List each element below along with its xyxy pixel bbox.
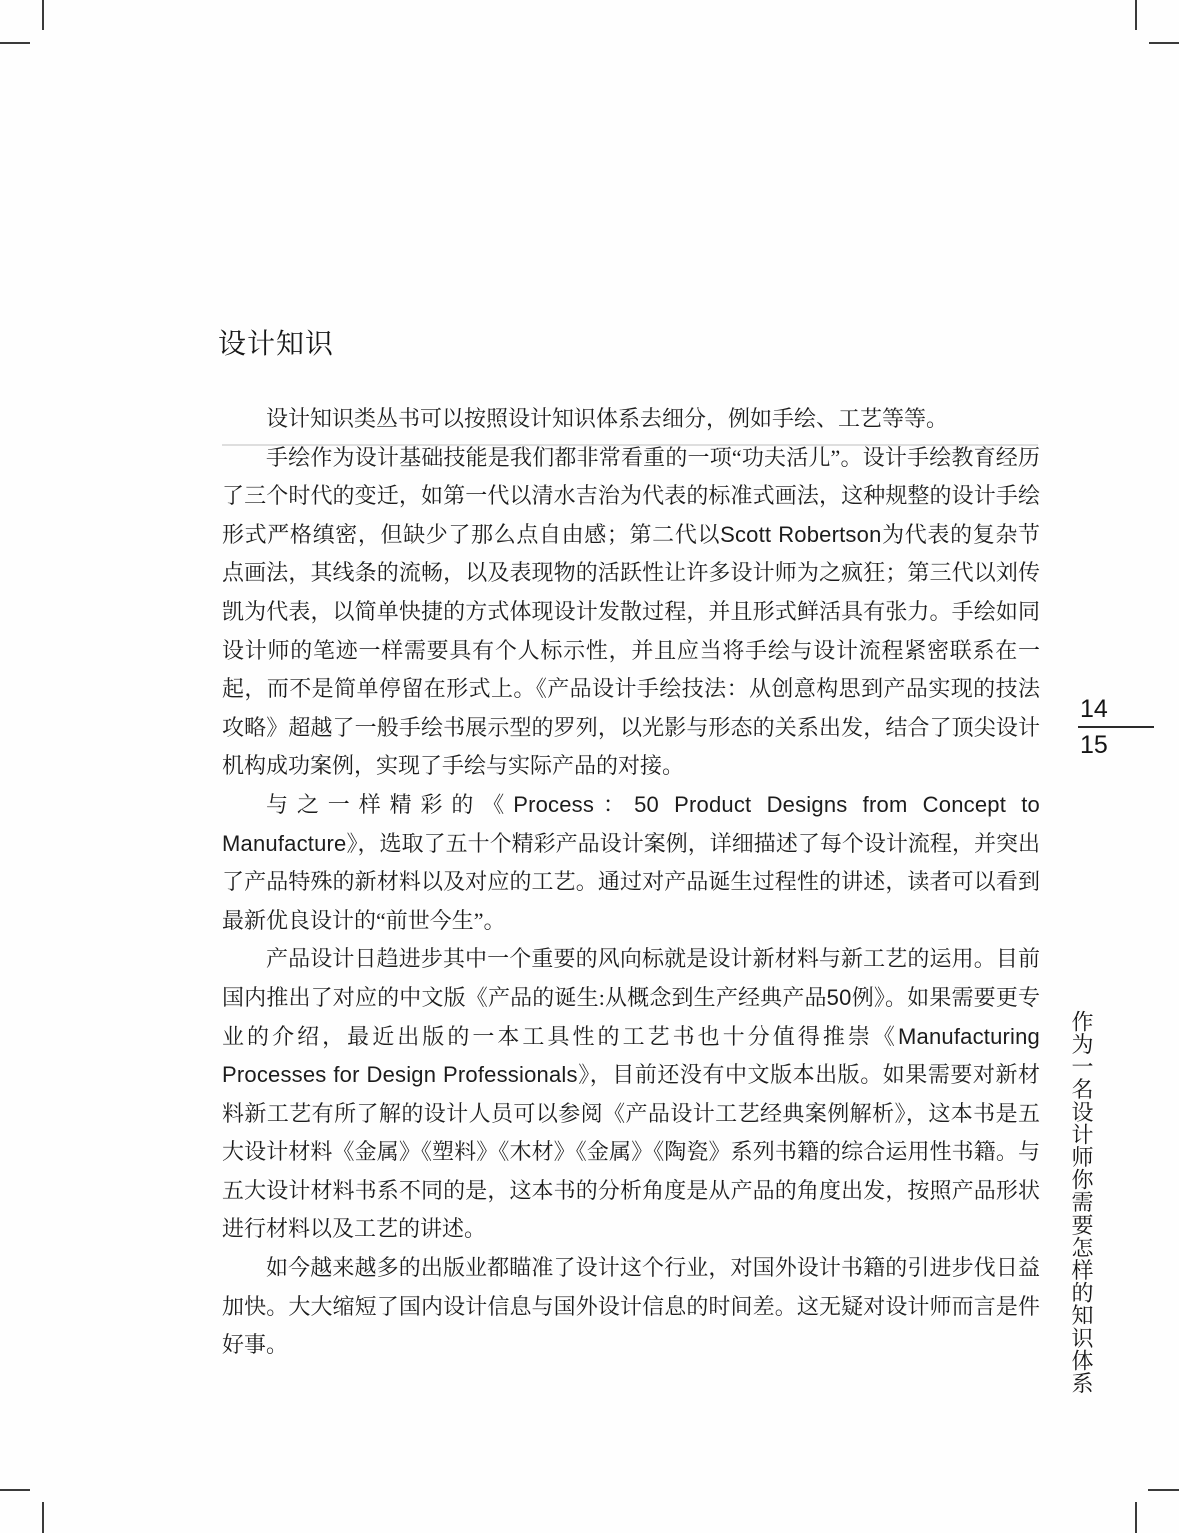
crop-mark-top-left-horizontal (0, 42, 30, 44)
crop-mark-bottom-left-vertical (42, 1502, 44, 1533)
cjk-text-segment: 产品设计日趋进步其中一个重要的风向标就是设计新材料与新工艺的运用。目前国内推出了对应的中文版《产品的诞生:从概念到生产经典产品 (222, 946, 1040, 1010)
paragraph (222, 439, 1040, 786)
cjk-text-segment: 例》。如果需要更专业的介绍，最近出版的一本工具性的工艺书也十分值得推崇《 (222, 984, 1040, 1049)
page-number-top: 14 (1080, 695, 1108, 723)
paragraph (222, 940, 1040, 1249)
cjk-text-segment: 设计知识类丛书可以按照设计知识体系去细分，例如手绘、工艺等等。 (266, 406, 949, 431)
crop-mark-top-left-vertical (42, 0, 44, 30)
margin-vertical-title: 作为一名设计师你需要怎样的知识体系 (1069, 1010, 1094, 1395)
crop-mark-bottom-left-horizontal (0, 1489, 30, 1491)
cjk-text-segment: 为代表的复杂节点画法，其线条的流畅，以及表现物的活跃性让许多设计师为之疯狂；第三代以刘传凯为代表，以简单快捷的方式体现设计发散过程，并且形式鲜活具有张力。手绘如同设计师的笔迹一样需要具有个人标示性，并且应当将手绘与设计流程紧密联系在一起，而不是简单停留在形式上。《产品设计手绘技法：从创意构思到产品实现的技法攻略》超越了一般手绘书展示型的罗列，以光影与形态的关系出发，结合了顶尖设计机构成功案例，实现了手绘与实际产品的对接。 (222, 521, 1040, 779)
crop-mark-top-right-vertical (1135, 0, 1137, 30)
latin-text-segment: Process：50 Product Designs from Concept to Manufacture (222, 791, 1040, 856)
crop-mark-top-right-horizontal (1149, 42, 1179, 44)
cjk-text-segment: 》，选取了五十个精彩产品设计案例，详细描述了每个设计流程，并突出了产品特殊的新材料以及对应的工艺。通过对产品诞生过程性的讲述，读者可以看到最新优良设计的“前世今生”。 (222, 830, 1040, 933)
paragraph (222, 1249, 1040, 1365)
section-title: 设计知识 (218, 328, 335, 359)
folio-divider (1078, 726, 1154, 728)
cjk-text-segment: 与之一样精彩的《 (266, 791, 514, 817)
crop-mark-bottom-right-horizontal (1148, 1489, 1179, 1491)
crop-mark-bottom-right-vertical (1135, 1502, 1137, 1533)
latin-text-segment: 50 (826, 984, 852, 1010)
body-text (222, 400, 1040, 1365)
page-folio (1078, 696, 1154, 759)
paragraph (222, 786, 1040, 940)
cjk-text-segment: 手绘作为设计基础技能是我们都非常看重的一项“功夫活儿”。设计手绘教育经历了三个时代的变迁，如第一代以清水吉治为代表的标准式画法，这种规整的设计手绘形式严格缜密，但缺少了那么点自由感；第二代以 (222, 444, 1040, 547)
page-number-bottom: 15 (1080, 731, 1108, 759)
cjk-text-segment: 》，目前还没有中文版本出版。如果需要对新材料新工艺有所了解的设计人员可以参阅《产品设计工艺经典案例解析》，这本书是五大设计材料《金属》《塑料》《木材》《金属》《陶瓷》系列书籍的综合运用性书籍。与五大设计材料书系不同的是，这本书的分析角度是从产品的角度出发，按照产品形状进行材料以及工艺的讲述。 (222, 1062, 1040, 1242)
paragraph (222, 400, 1040, 439)
latin-text-segment: Scott Robertson (720, 521, 882, 547)
latin-text-segment: Manufacturing Processes for Design Professionals (222, 1023, 1040, 1088)
cjk-text-segment: 如今越来越多的出版业都瞄准了设计这个行业，对国外设计书籍的引进步伐日益加快。大大缩短了国内设计信息与国外设计信息的时间差。这无疑对设计师而言是件好事。 (222, 1255, 1040, 1358)
